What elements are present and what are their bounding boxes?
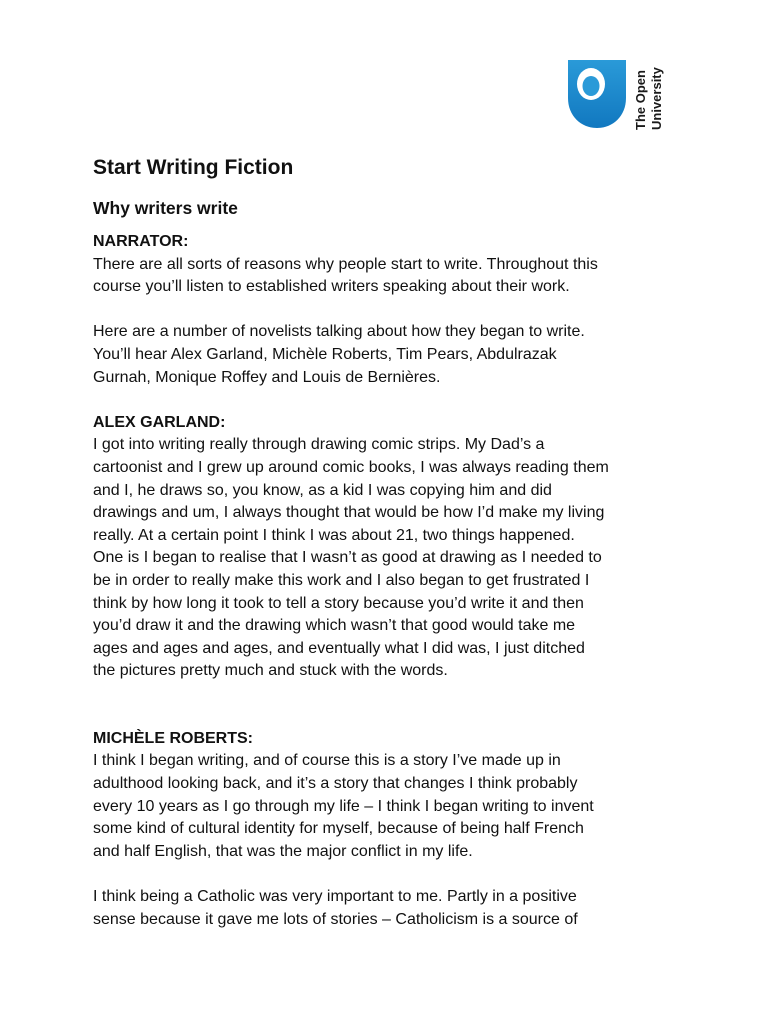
section-narrator [93,231,693,389]
text-line: I think being a Catholic was very important to me. Partly in a positive [93,888,577,906]
logo-wordmark [628,60,672,132]
paragraph [93,886,693,931]
document-title: Start Writing Fiction [93,156,294,179]
paragraph [93,434,693,683]
text-line: course you’ll listen to established writers speaking about their work. [93,278,570,296]
logo-line-1: The Open [633,70,648,130]
text-line: some kind of cultural identity for myself, because of being half French [93,820,584,838]
text-line: every 10 years as I go through my life – I think I began writing to invent [93,797,594,815]
text-line: I think I began writing, and of course this is a story I’ve made up in [93,752,561,770]
open-university-shield-icon [566,58,628,130]
document-body [93,154,693,931]
text-line: think by how long it took to tell a story because you’d write it and then [93,594,584,612]
text-line: adulthood looking back, and it’s a story that changes I think probably [93,775,578,793]
text-line: the pictures pretty much and stuck with the words. [93,662,448,680]
text-line: cartoonist and I grew up around comic books, I was always reading them [93,458,609,476]
paragraph [93,750,693,863]
text-line: and half English, that was the major conflict in my life. [93,842,473,860]
text-line: ages and ages and ages, and eventually what I did was, I just ditched [93,639,585,657]
speaker-label: NARRATOR: [93,233,189,250]
paragraph [93,321,693,389]
text-line: and I, he draws so, you know, as a kid I was copying him and did [93,481,552,499]
document-subtitle: Why writers write [93,198,238,218]
speaker-label: MICHÈLE ROBERTS: [93,729,253,747]
paragraph [93,254,693,299]
text-line: There are all sorts of reasons why people start to write. Throughout this [93,255,598,273]
section-alex-garland [93,412,693,683]
logo-line-2: University [649,67,664,130]
text-line: Gurnah, Monique Roffey and Louis de Bernières. [93,368,441,386]
open-university-logo [566,58,676,134]
text-line: you’d draw it and the drawing which wasn’t that good would take me [93,617,576,635]
text-line: You’ll hear Alex Garland, Michèle Roberts, Tim Pears, Abdulrazak [93,345,557,363]
text-line: One is I began to realise that I wasn’t as good at drawing as I needed to [93,549,602,567]
text-line: be in order to really make this work and I also began to get frustrated I [93,571,590,589]
text-line: really. At a certain point I think I was about 21, two things happened. [93,526,575,544]
speaker-label: ALEX GARLAND: [93,413,226,431]
text-line: I got into writing really through drawing comic strips. My Dad’s a [93,436,545,454]
text-line: Here are a number of novelists talking about how they began to write. [93,323,585,341]
text-line: drawings and um, I always thought that would be how I’d make my living [93,504,605,522]
text-line: sense because it gave me lots of stories – Catholicism is a source of [93,910,578,928]
section-michele-roberts [93,728,693,931]
